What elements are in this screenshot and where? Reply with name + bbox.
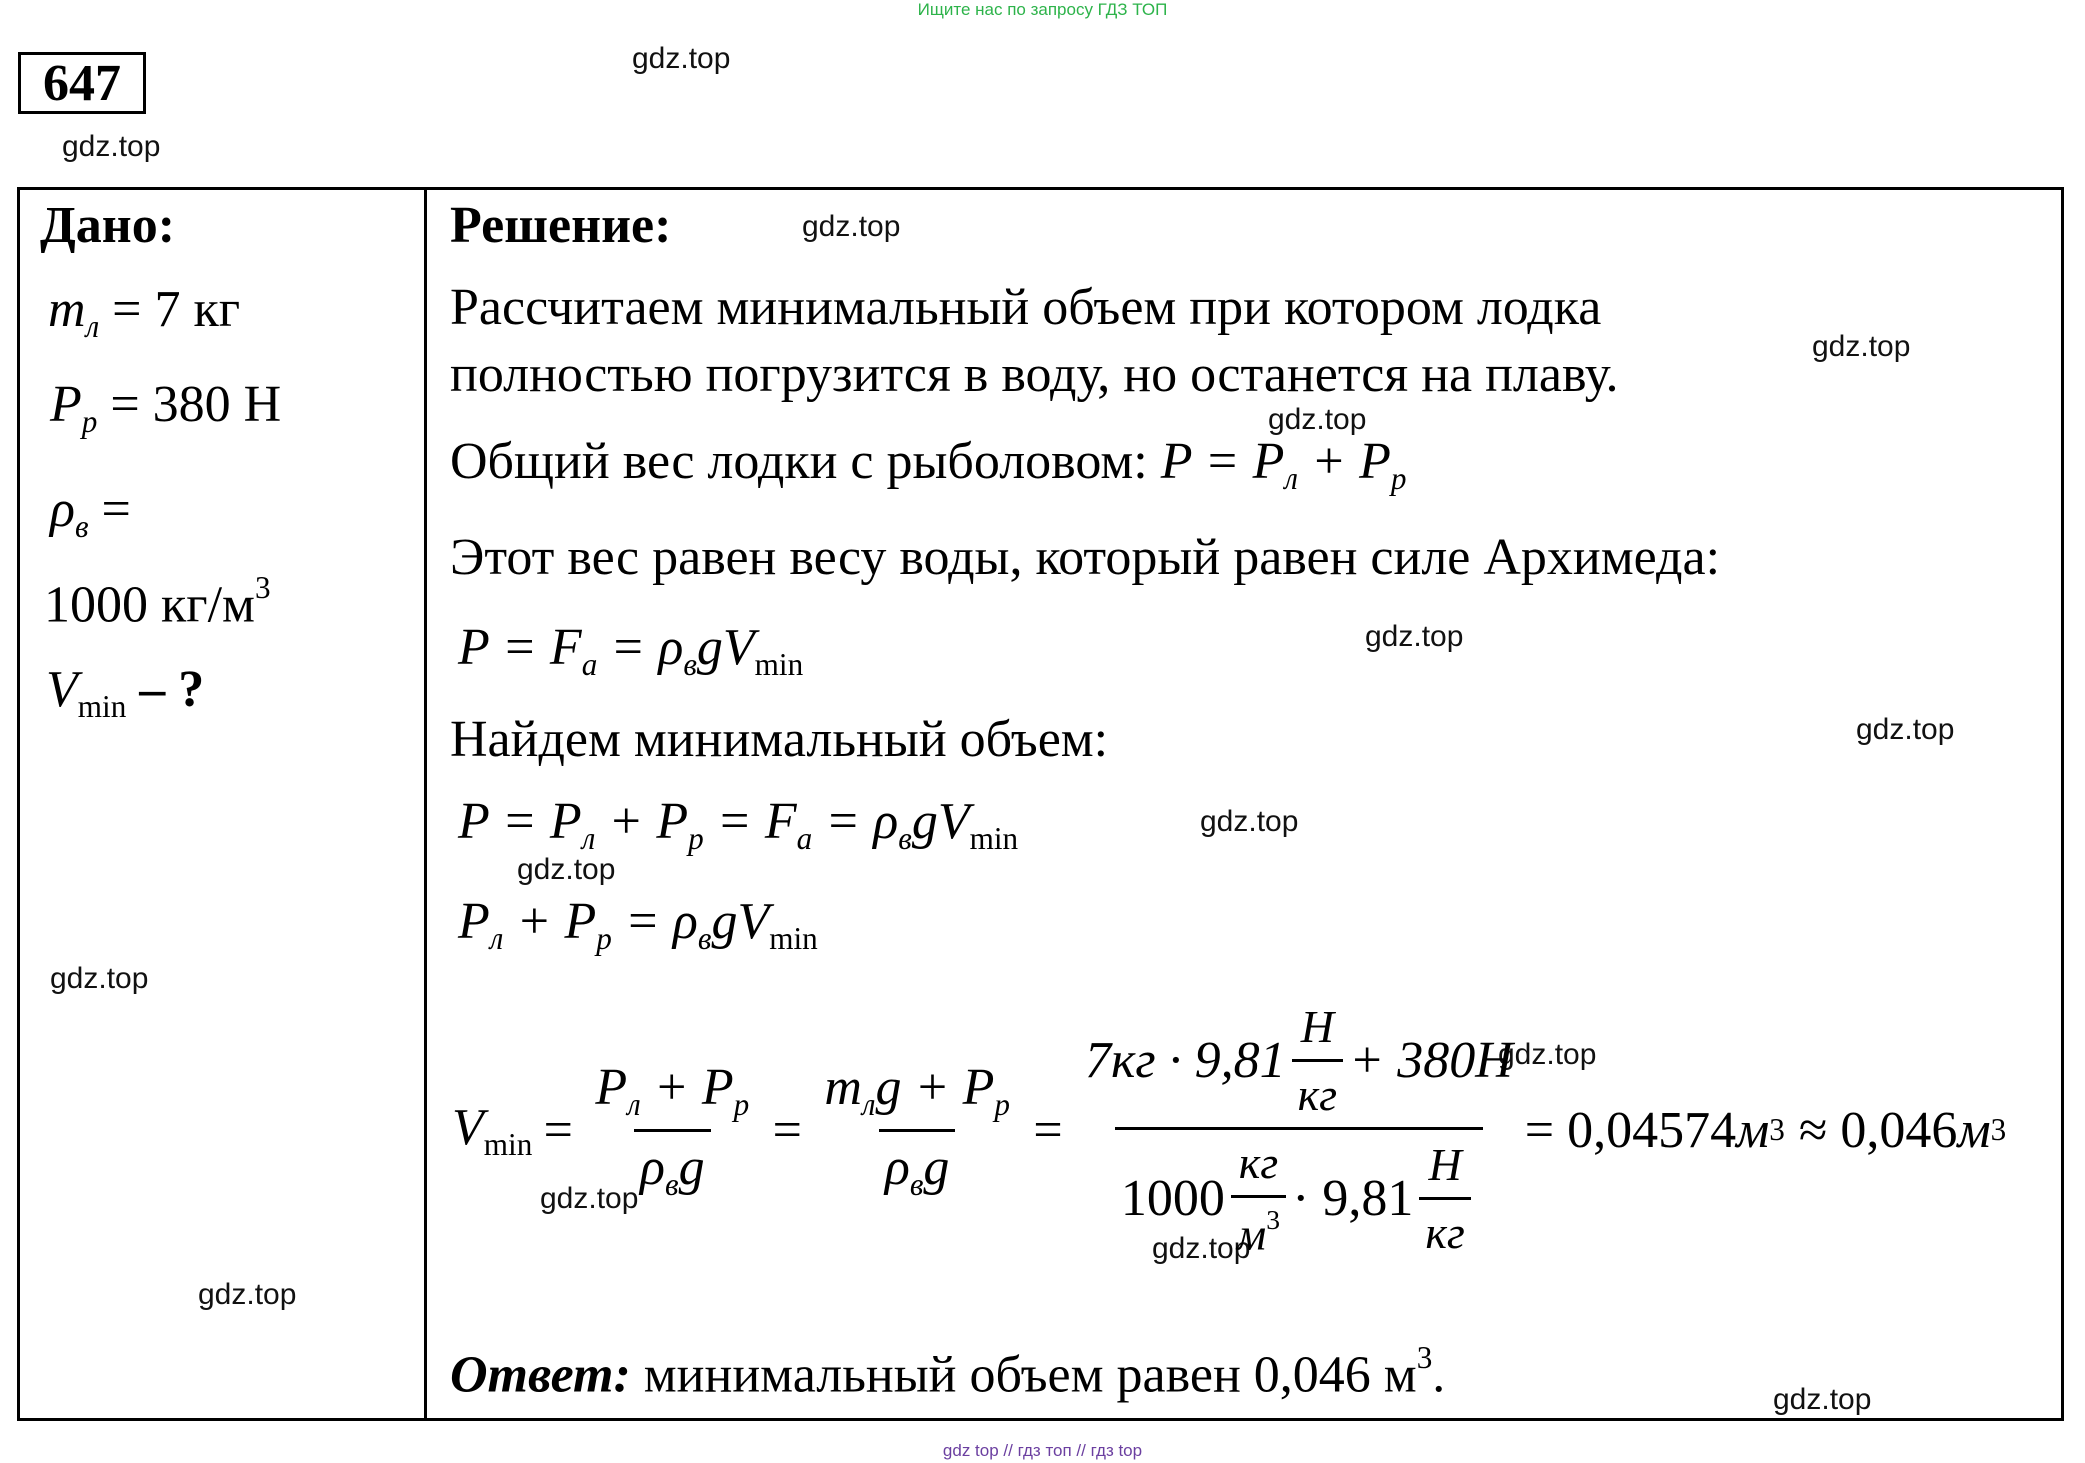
solution-line-5: Найдем минимальный объем: <box>450 711 1109 768</box>
given-water-density-value: 1000 $кг/м^3$ <box>44 570 271 634</box>
watermark: gdz.top <box>802 210 901 243</box>
fraction-2: $\frac{m_лg + P_р}{\rho_вg}$ <box>824 1058 1010 1202</box>
solution-line-4: Этот вес равен весу воды, который равен силе Архимеда: <box>450 529 1721 586</box>
watermark: gdz.top <box>1152 1232 1251 1265</box>
watermark: gdz.top <box>1200 805 1299 838</box>
formula-balance: $P_л + P_р = \rho_вgV_{min}$ <box>458 893 818 956</box>
formula-computation: $V_{min}$ = $\frac{P_л + P_р}{\rho_вg}$ = $\frac{m_лg + P_р}{\rho_вg}$ = 7кг · 9,81 $\frac{Н}{кг}$ + 380Н 1000 $\frac{кг}{м^3}$ · 9,81 $\frac{Н}{кг}$ = 0,04574 м 3 ≈ 0,046 м 3 <box>452 1001 2007 1260</box>
watermark: gdz.top <box>1856 713 1955 746</box>
watermark: gdz.top <box>1773 1383 1872 1416</box>
watermark: gdz.top <box>1498 1038 1597 1071</box>
solution-line-2: полностью погрузится в воду, но останется на плаву. <box>450 346 1619 403</box>
top-banner[interactable]: Ищите нас по запросу ГДЗ ТОП <box>917 0 1168 19</box>
given-water-density-symbol: $\rho_в$ = <box>50 481 131 544</box>
watermark: gdz.top <box>540 1182 639 1215</box>
watermark: gdz.top <box>62 130 161 163</box>
watermark: gdz.top <box>1812 330 1911 363</box>
given-boat-mass: $m_л = 7$ кг <box>48 281 241 344</box>
solution-line-3: Общий вес лодки с рыболовом: $P = P_л + P_р$ <box>450 433 1407 496</box>
watermark: gdz.top <box>1268 403 1367 436</box>
given-unknown: $V_{min}$ – ? <box>46 661 205 724</box>
formula-chain: $P = P_л + P_р = F_а = \rho_вgV_{min}$ <box>458 793 1019 856</box>
watermark: gdz.top <box>517 853 616 886</box>
watermark: gdz.top <box>198 1278 297 1311</box>
watermark: gdz.top <box>50 962 149 995</box>
solution-heading: Решение: <box>450 197 672 254</box>
watermark: gdz.top <box>632 42 731 75</box>
bottom-banner[interactable]: gdz top // гдз топ // гдз top <box>942 1441 1143 1460</box>
column-divider <box>424 187 427 1421</box>
given-fisher-weight: $P_р = 380$ Н <box>50 376 282 439</box>
fraction-3: 7кг · 9,81 $\frac{Н}{кг}$ + 380Н 1000 $\frac{кг}{м^3}$ · 9,81 $\frac{Н}{кг}$ <box>1085 1001 1513 1260</box>
solution-line-1: Рассчитаем минимальный объем при котором лодка <box>450 279 1602 336</box>
answer: Ответ: минимальный объем равен 0,046 $м^3$. <box>450 1340 1446 1404</box>
given-heading: Дано: <box>40 197 176 254</box>
formula-archimedes: $P = F_а = \rho_вgV_{min}$ <box>458 619 804 682</box>
fraction-1: $\frac{P_л + P_р}{\rho_вg}$ <box>595 1058 750 1202</box>
watermark: gdz.top <box>1365 620 1464 653</box>
problem-number: 647 <box>18 52 146 114</box>
